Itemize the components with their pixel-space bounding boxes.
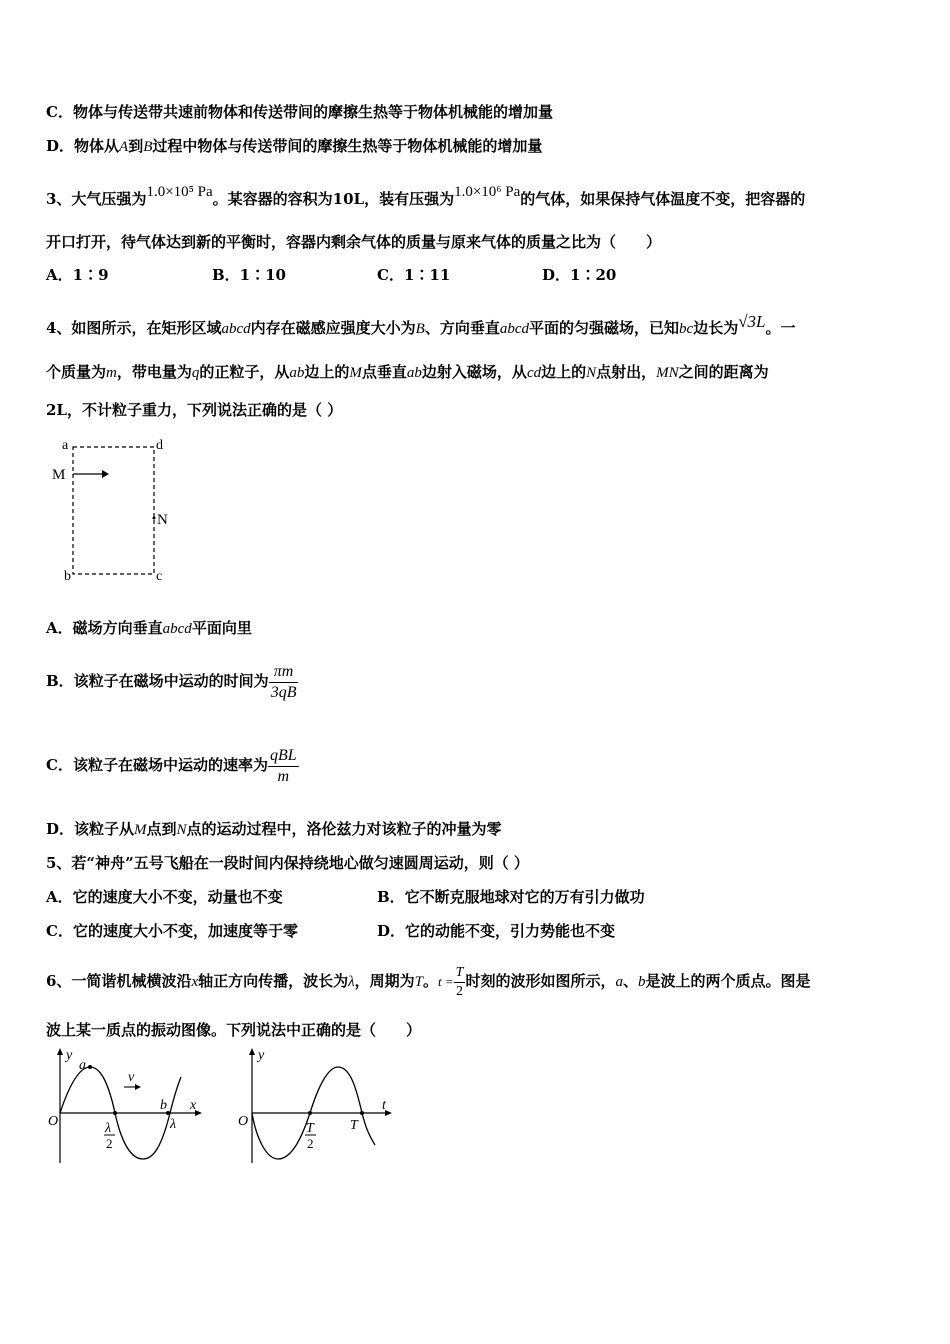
point-n bbox=[153, 517, 156, 520]
half-t-den: 2 bbox=[307, 1136, 314, 1151]
y-label: y bbox=[258, 1048, 265, 1063]
t-axis-arrow bbox=[385, 1110, 392, 1116]
q3-option-d: D．1∶20 bbox=[542, 266, 617, 284]
half-lambda-num: λ bbox=[105, 1121, 112, 1136]
label-n: N bbox=[157, 512, 168, 528]
q6-stem-line2: 波上某一质点的振动图像。下列说法中正确的是（ ） bbox=[46, 1021, 422, 1039]
point-half-lambda bbox=[113, 1111, 117, 1115]
lambda-label: λ bbox=[170, 1117, 177, 1132]
q4-option-a: A．磁场方向垂直abcd平面向里 bbox=[46, 619, 252, 637]
y-label: y bbox=[66, 1048, 73, 1063]
label-c: c bbox=[156, 569, 163, 584]
q4-stem-line3: 2L，不计粒子重力，下列说法正确的是（ ） bbox=[46, 401, 343, 419]
q4-option-b: B．该粒子在磁场中运动的时间为 $\frac{\pi m}{3qB}$ bbox=[46, 662, 297, 701]
q2-option-c: C．物体与传送带共速前物体和传送带间的摩擦生热等于物体机械能的增加量 bbox=[46, 103, 553, 121]
origin-label: O bbox=[238, 1114, 249, 1129]
q4-option-c: C．该粒子在磁场中运动的速率为 $\frac{\text{qBL}}{m}$ bbox=[46, 746, 297, 785]
x-label: x bbox=[190, 1098, 197, 1113]
label-a: a bbox=[62, 438, 69, 453]
half-lambda-den: 2 bbox=[106, 1136, 113, 1151]
arrow-head bbox=[102, 470, 109, 478]
q6-vibration-graph bbox=[230, 1045, 400, 1167]
v-label: v bbox=[128, 1070, 135, 1085]
q3-option-a: A．1∶9 bbox=[46, 266, 109, 284]
q5-option-b: B．它不断克服地球对它的万有引力做功 bbox=[377, 888, 645, 906]
q6-stem-line1: 6、一简谐机械横波沿x轴正方向传播，波长为λ，周期为T。t = $\frac{T}{2}$ 时刻的波形如图所示，a、b是波上的两个质点。图是 bbox=[46, 964, 811, 999]
q4-option-c-fraction: $\frac{\text{qBL}}{m}$ bbox=[269, 746, 297, 785]
q4-rectangle-figure bbox=[40, 432, 190, 584]
a-label: a bbox=[79, 1058, 86, 1073]
q2-option-d: D．物体从A到B过程中物体与传送带间的摩擦生热等于物体机械能的增加量 bbox=[46, 137, 543, 155]
q5-stem: 5、若“神舟”五号飞船在一段时间内保持绕地心做匀速圆周运动，则（ ） bbox=[46, 854, 529, 872]
origin-label: O bbox=[48, 1114, 59, 1129]
q3-option-b: B．1∶10 bbox=[212, 266, 286, 284]
q3-option-c: C．1∶11 bbox=[377, 266, 451, 284]
q3-stem-line1: 3、大气压强为1.0×10⁵ Pa。某容器的容积为10L，装有压强为1.0×10⁶ Pa的气体，如果保持气体温度不变，把容器的 bbox=[46, 184, 806, 208]
magnetic-field-region bbox=[73, 447, 154, 574]
b-label: b bbox=[160, 1098, 167, 1113]
label-b: b bbox=[64, 569, 71, 584]
label-d: d bbox=[156, 438, 163, 453]
point-half-t bbox=[308, 1111, 312, 1115]
q3-stem-line2: 开口打开，待气体达到新的平衡时，容器内剩余气体的质量与原来气体的质量之比为（ ） bbox=[46, 233, 662, 251]
point-a bbox=[88, 1065, 92, 1069]
q5-option-c: C．它的速度大小不变，加速度等于零 bbox=[46, 922, 298, 940]
t-label: t bbox=[382, 1098, 386, 1113]
q4-option-d: D．该粒子从M点到N点的运动过程中，洛伦兹力对该粒子的冲量为零 bbox=[46, 820, 502, 838]
q5-option-d: D．它的动能不变，引力势能也不变 bbox=[377, 922, 616, 940]
velocity-arrow-head bbox=[135, 1084, 141, 1090]
point-t bbox=[360, 1111, 364, 1115]
q5-option-a: A．它的速度大小不变，动量也不变 bbox=[46, 888, 283, 906]
q6-time-fraction: $\frac{T}{2}$ bbox=[455, 964, 464, 999]
q4-stem-line1: 4、如图所示，在矩形区域abcd内存在磁感应强度大小为B、方向垂直abcd平面的匀强磁场，已知bc边长为√3L。一 bbox=[46, 312, 796, 337]
y-axis-arrow bbox=[57, 1048, 63, 1055]
period-label: T bbox=[350, 1118, 358, 1133]
q4-option-b-fraction: $\frac{\pi m}{3qB}$ bbox=[270, 662, 297, 701]
y-axis-arrow bbox=[249, 1048, 255, 1055]
label-m: M bbox=[52, 467, 66, 483]
q4-stem-line2: 个质量为m，带电量为q的正粒子，从ab边上的M点垂直ab边射入磁场，从cd边上的N点射出，MN之间的距离为 bbox=[46, 363, 769, 381]
half-t-num: T bbox=[306, 1121, 314, 1136]
q6-wave-graph bbox=[40, 1045, 210, 1167]
